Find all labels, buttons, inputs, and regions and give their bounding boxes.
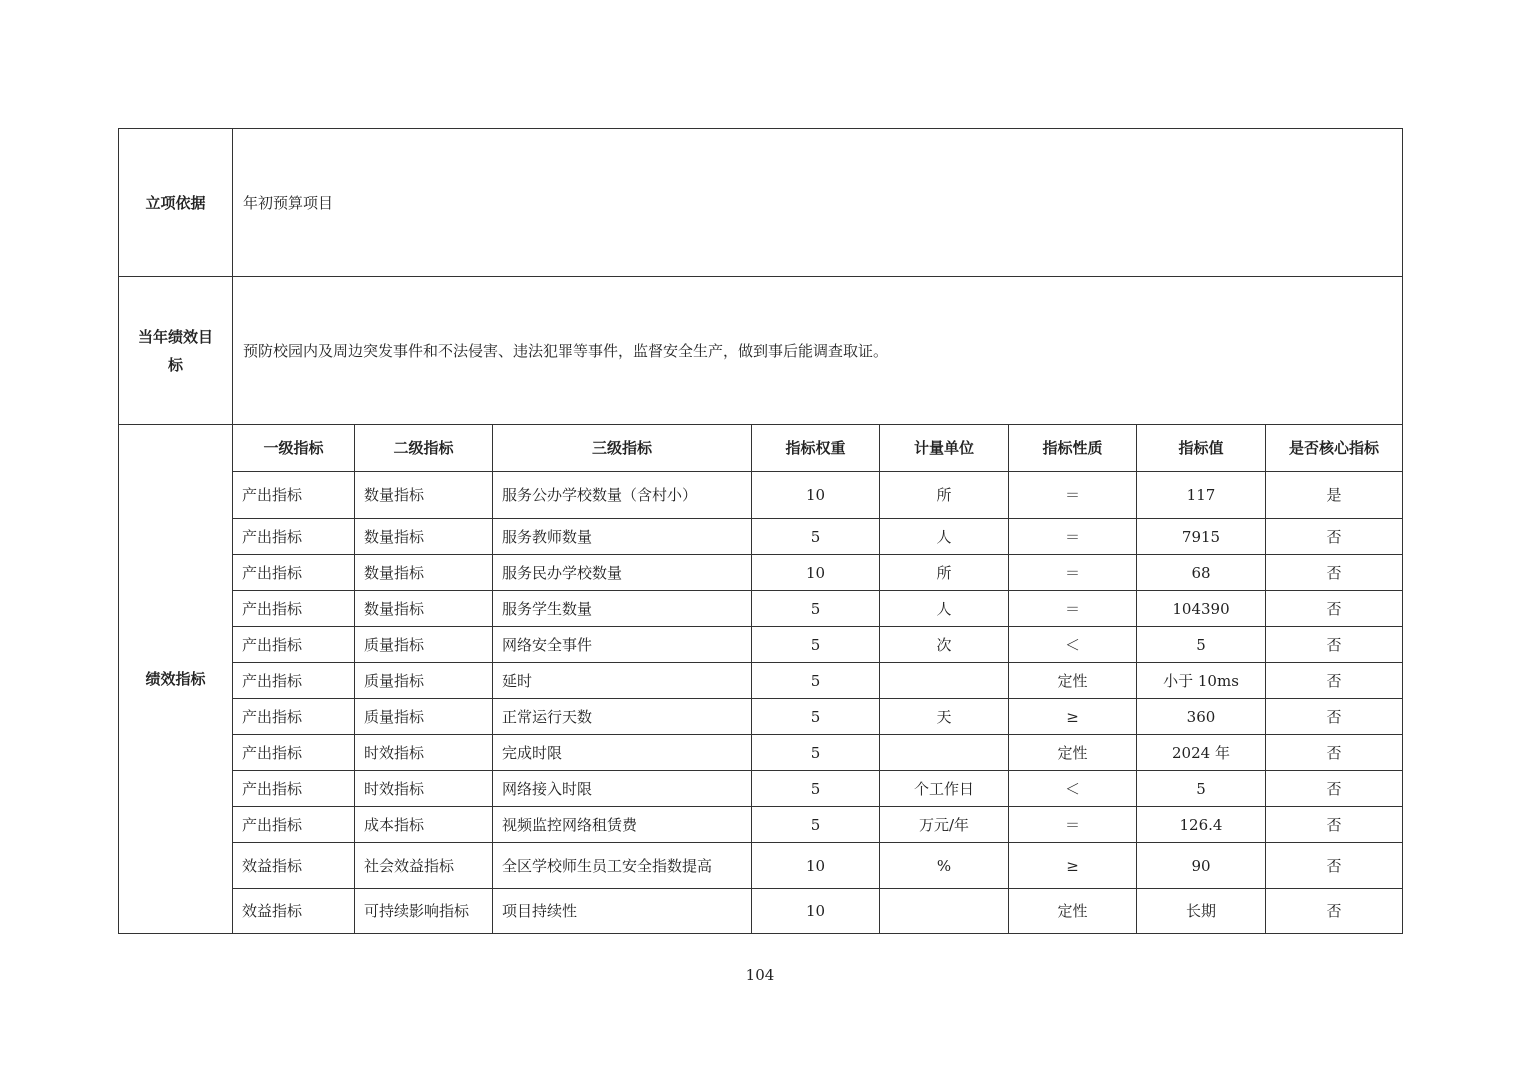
cell-level3: 网络接入时限: [493, 771, 752, 807]
cell-nature: ＝: [1009, 519, 1137, 555]
cell-level2: 数量指标: [355, 555, 493, 591]
cell-level2: 时效指标: [355, 735, 493, 771]
cell-value: 5: [1137, 771, 1266, 807]
cell-core: 否: [1266, 519, 1403, 555]
cell-unit: [880, 735, 1009, 771]
cell-nature: ＝: [1009, 472, 1137, 519]
cell-weight: 10: [752, 472, 880, 519]
header-nature: 指标性质: [1009, 425, 1137, 472]
cell-value: 小于 10ms: [1137, 663, 1266, 699]
goal-value: 预防校园内及周边突发事件和不法侵害、违法犯罪等事件，监督安全生产，做到事后能调查取证。: [233, 277, 1403, 425]
cell-weight: 10: [752, 889, 880, 934]
cell-weight: 5: [752, 663, 880, 699]
cell-unit: [880, 889, 1009, 934]
table-row: [119, 472, 1403, 519]
header-unit: 计量单位: [880, 425, 1009, 472]
table-row: [119, 663, 1403, 699]
cell-core: 否: [1266, 771, 1403, 807]
cell-nature: ＝: [1009, 555, 1137, 591]
cell-level1: 产出指标: [233, 807, 355, 843]
cell-level3: 全区学校师生员工安全指数提高: [493, 843, 752, 889]
cell-value: 2024 年: [1137, 735, 1266, 771]
cell-value: 126.4: [1137, 807, 1266, 843]
cell-level3: 服务民办学校数量: [493, 555, 752, 591]
cell-core: 否: [1266, 735, 1403, 771]
header-core: 是否核心指标: [1266, 425, 1403, 472]
cell-unit: [880, 663, 1009, 699]
cell-nature: ≥: [1009, 843, 1137, 889]
table-row: [119, 699, 1403, 735]
cell-nature: ≥: [1009, 699, 1137, 735]
cell-level1: 产出指标: [233, 663, 355, 699]
cell-core: 否: [1266, 555, 1403, 591]
cell-core: 否: [1266, 807, 1403, 843]
cell-level2: 可持续影响指标: [355, 889, 493, 934]
table-row: [119, 843, 1403, 889]
cell-level3: 视频监控网络租赁费: [493, 807, 752, 843]
header-level1: 一级指标: [233, 425, 355, 472]
cell-unit: 个工作日: [880, 771, 1009, 807]
cell-level2: 质量指标: [355, 699, 493, 735]
cell-level2: 质量指标: [355, 663, 493, 699]
goal-label-line2: 标: [167, 355, 183, 374]
cell-level1: 产出指标: [233, 472, 355, 519]
cell-core: 否: [1266, 843, 1403, 889]
basis-label: 立项依据: [119, 129, 233, 277]
cell-unit: 天: [880, 699, 1009, 735]
cell-nature: ＝: [1009, 591, 1137, 627]
cell-level1: 产出指标: [233, 699, 355, 735]
table-row: [119, 591, 1403, 627]
cell-value: 长期: [1137, 889, 1266, 934]
cell-level2: 成本指标: [355, 807, 493, 843]
cell-nature: ＝: [1009, 807, 1137, 843]
cell-level3: 延时: [493, 663, 752, 699]
cell-level2: 数量指标: [355, 519, 493, 555]
cell-value: 104390: [1137, 591, 1266, 627]
cell-level1: 效益指标: [233, 843, 355, 889]
cell-level1: 产出指标: [233, 591, 355, 627]
cell-nature: 定性: [1009, 735, 1137, 771]
cell-level2: 质量指标: [355, 627, 493, 663]
performance-table: [118, 128, 1403, 934]
cell-level1: 产出指标: [233, 627, 355, 663]
cell-level3: 服务教师数量: [493, 519, 752, 555]
cell-core: 否: [1266, 591, 1403, 627]
cell-value: 5: [1137, 627, 1266, 663]
table-row: [119, 627, 1403, 663]
cell-level1: 效益指标: [233, 889, 355, 934]
table-row: [119, 735, 1403, 771]
cell-unit: 人: [880, 591, 1009, 627]
header-value: 指标值: [1137, 425, 1266, 472]
table-row: [119, 889, 1403, 934]
indicator-header-row: [119, 425, 1403, 472]
cell-level1: 产出指标: [233, 555, 355, 591]
table-row: [119, 555, 1403, 591]
header-level3: 三级指标: [493, 425, 752, 472]
cell-level3: 服务学生数量: [493, 591, 752, 627]
cell-value: 360: [1137, 699, 1266, 735]
cell-weight: 10: [752, 843, 880, 889]
cell-level1: 产出指标: [233, 735, 355, 771]
cell-nature: 定性: [1009, 663, 1137, 699]
cell-level2: 社会效益指标: [355, 843, 493, 889]
goal-label-line1: 当年绩效目: [137, 327, 213, 346]
cell-weight: 5: [752, 627, 880, 663]
cell-level3: 项目持续性: [493, 889, 752, 934]
header-weight: 指标权重: [752, 425, 880, 472]
cell-level3: 完成时限: [493, 735, 752, 771]
cell-core: 否: [1266, 627, 1403, 663]
cell-weight: 5: [752, 771, 880, 807]
table-row: [119, 807, 1403, 843]
cell-value: 7915: [1137, 519, 1266, 555]
cell-unit: 所: [880, 555, 1009, 591]
table-row: [119, 519, 1403, 555]
goal-row: [119, 277, 1403, 425]
cell-level2: 时效指标: [355, 771, 493, 807]
cell-core: 否: [1266, 663, 1403, 699]
cell-unit: %: [880, 843, 1009, 889]
cell-core: 是: [1266, 472, 1403, 519]
page-number: 104: [745, 966, 775, 984]
cell-level3: 服务公办学校数量（含村小）: [493, 472, 752, 519]
header-level2: 二级指标: [355, 425, 493, 472]
goal-label: [119, 277, 233, 425]
cell-unit: 所: [880, 472, 1009, 519]
cell-core: 否: [1266, 889, 1403, 934]
basis-row: [119, 129, 1403, 277]
cell-weight: 5: [752, 591, 880, 627]
cell-value: 117: [1137, 472, 1266, 519]
cell-level2: 数量指标: [355, 472, 493, 519]
cell-weight: 5: [752, 735, 880, 771]
basis-value: 年初预算项目: [233, 129, 1403, 277]
cell-nature: ＜: [1009, 771, 1137, 807]
cell-level1: 产出指标: [233, 771, 355, 807]
cell-weight: 5: [752, 807, 880, 843]
cell-unit: 次: [880, 627, 1009, 663]
cell-nature: ＜: [1009, 627, 1137, 663]
cell-unit: 人: [880, 519, 1009, 555]
table-row: [119, 771, 1403, 807]
cell-level2: 数量指标: [355, 591, 493, 627]
cell-weight: 5: [752, 519, 880, 555]
cell-value: 90: [1137, 843, 1266, 889]
cell-nature: 定性: [1009, 889, 1137, 934]
cell-value: 68: [1137, 555, 1266, 591]
cell-level3: 网络安全事件: [493, 627, 752, 663]
cell-weight: 5: [752, 699, 880, 735]
cell-core: 否: [1266, 699, 1403, 735]
cell-level1: 产出指标: [233, 519, 355, 555]
cell-level3: 正常运行天数: [493, 699, 752, 735]
cell-unit: 万元/年: [880, 807, 1009, 843]
indicators-label: 绩效指标: [119, 425, 233, 934]
cell-weight: 10: [752, 555, 880, 591]
